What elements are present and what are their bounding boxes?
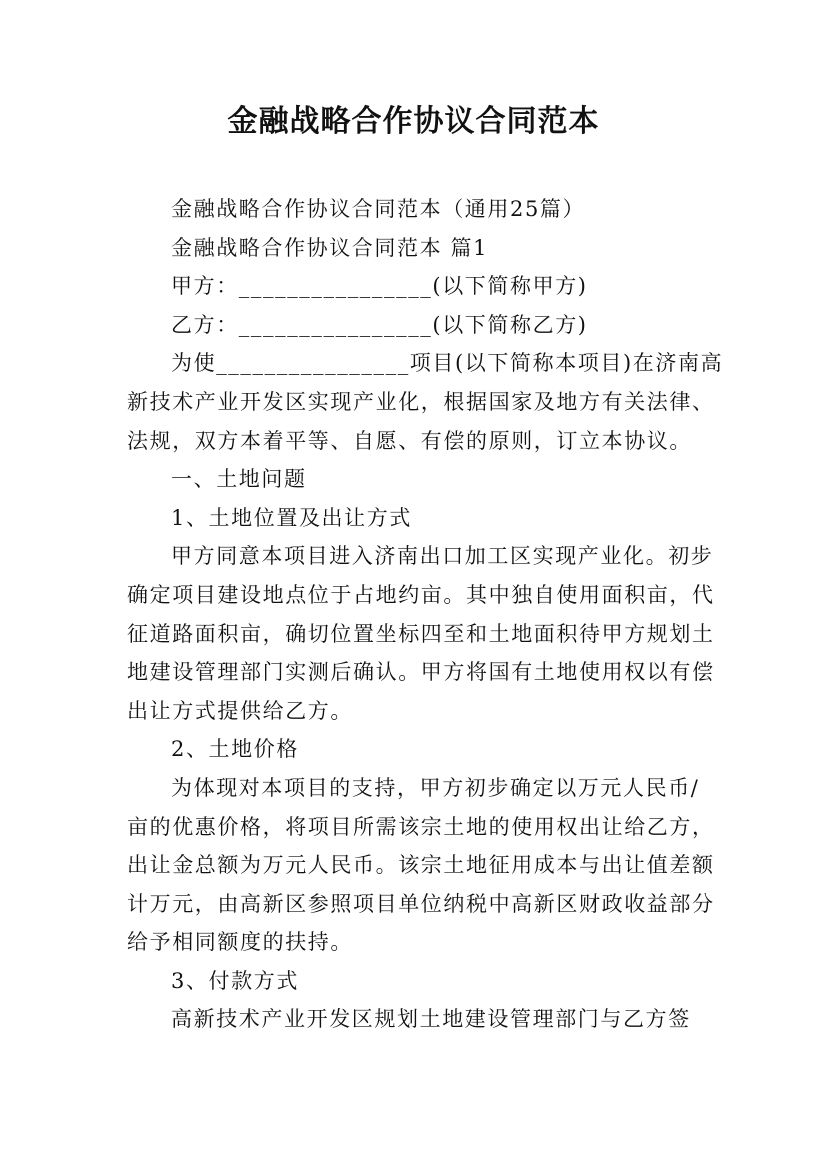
paragraph-line: 3、付款方式 bbox=[171, 968, 299, 993]
paragraph-line: 甲方同意本项目进入济南出口加工区实现产业化。初步 bbox=[171, 544, 714, 569]
paragraph-line: 确定项目建设地点位于占地约亩。其中独自使用面积亩，代 bbox=[127, 582, 715, 607]
paragraph-line: 出让金总额为万元人民币。该宗土地征用成本与出让值差额 bbox=[127, 853, 715, 878]
document-title: 金融战略合作协议合同范本 bbox=[227, 104, 600, 139]
paragraph-line: 计万元，由高新区参照项目单位纳税中高新区财政收益部分 bbox=[127, 891, 715, 916]
paragraph-line: 亩的优惠价格，将项目所需该宗土地的使用权出让给乙方， bbox=[127, 814, 715, 839]
paragraph-line: 甲方：________________(以下简称甲方) bbox=[171, 274, 588, 299]
paragraph-line: 给予相同额度的扶持。 bbox=[127, 930, 353, 955]
paragraph-line: 金融战略合作协议合同范本 篇1 bbox=[171, 235, 489, 260]
paragraph-line: 地建设管理部门实测后确认。甲方将国有土地使用权以有偿 bbox=[127, 660, 715, 685]
paragraph-line: 出让方式提供给乙方。 bbox=[127, 698, 353, 723]
paragraph-line: 2、土地价格 bbox=[171, 737, 299, 762]
paragraph-line: 一、土地问题 bbox=[171, 467, 307, 492]
document-body bbox=[127, 190, 724, 1039]
paragraph-line: 乙方：________________(以下简称乙方) bbox=[171, 312, 588, 337]
paragraph-line: 高新技术产业开发区规划土地建设管理部门与乙方签 bbox=[171, 1007, 691, 1032]
paragraph-line: 1、土地位置及出让方式 bbox=[171, 505, 412, 530]
paragraph-line: 征道路面积亩，确切位置坐标四至和土地面积待甲方规划土 bbox=[127, 621, 715, 646]
paragraph-line: 新技术产业开发区实现产业化，根据国家及地方有关法律、 bbox=[127, 389, 715, 414]
paragraph-line: 为体现对本项目的支持，甲方初步确定以万元人民币/ bbox=[171, 775, 700, 800]
paragraph-line: 法规，双方本着平等、自愿、有偿的原则，订立本协议。 bbox=[127, 428, 692, 453]
paragraph-line: 为使________________项目(以下简称本项目)在济南高 bbox=[171, 351, 724, 376]
paragraph-line: 金融战略合作协议合同范本（通用25篇） bbox=[171, 197, 586, 221]
